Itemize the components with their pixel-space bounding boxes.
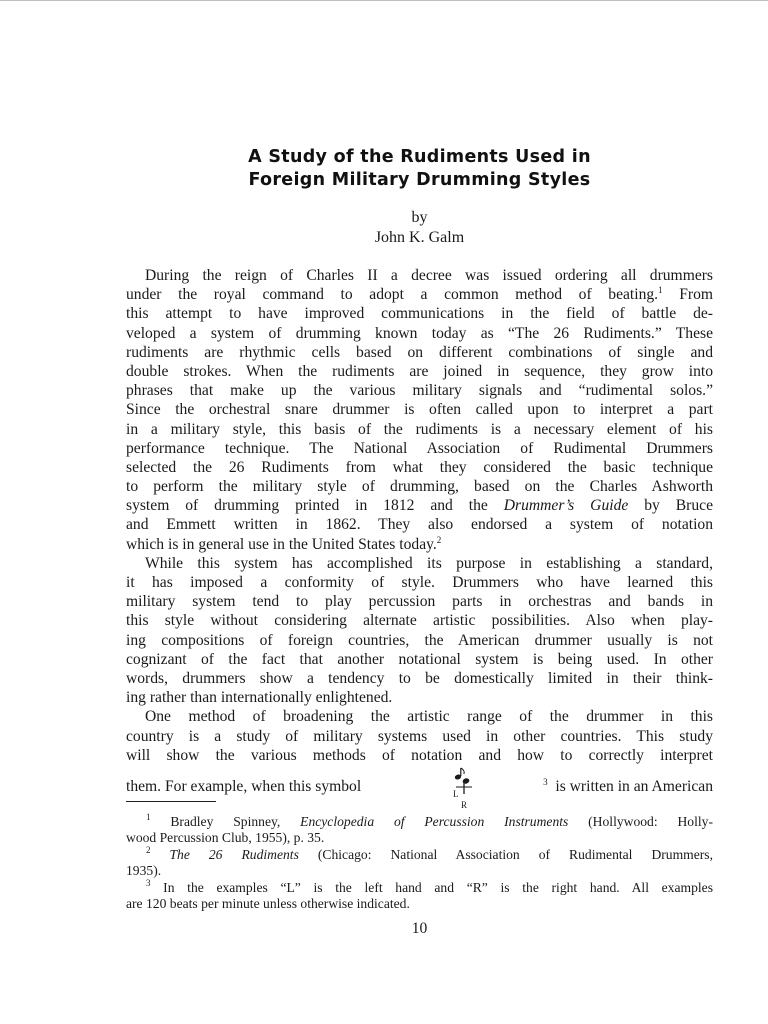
footnote-ref: 1 — [658, 285, 663, 296]
body-line: words, drummers show a tendency to be domestically limited in their think- — [126, 669, 713, 687]
body-line: which is in general use in the United States today.$^2$ — [126, 534, 442, 553]
symbol-text-before: them. For example, when this symbol — [126, 778, 362, 795]
byline — [126, 208, 713, 248]
symbol-example-line — [126, 766, 713, 810]
page-top-edge — [0, 0, 768, 1]
footnote-line: 1935). — [126, 863, 162, 879]
body-line: One method of broadening the artistic range of the drummer in this — [145, 708, 713, 726]
body-line: system of drumming printed in 1812 and the Drummer’s Guide by Bruce — [126, 497, 713, 515]
body-line: it has imposed a conformity of style. Drummers who have learned this — [126, 574, 713, 591]
body-line: rudiments are rhythmic cells based on different combinations of single and — [126, 343, 713, 361]
footnote-divider — [126, 801, 216, 802]
body-line: veloped a system of drumming known today as “The 26 Rudiments.” These — [126, 324, 713, 342]
footnote-line: $^3$ In the examples “L” is the left hand and “R” is the right hand. All examples — [146, 877, 713, 895]
body-line: under the royal command to adopt a common method of beating.$^1$ From — [126, 285, 713, 304]
body-line: selected the 26 Rudiments from what they considered the basic technique — [126, 458, 713, 476]
body-line: Since the orchestral snare drummer is often called upon to interpret a part — [126, 401, 713, 419]
author-name: John K. Galm — [374, 229, 465, 246]
article-body — [126, 266, 713, 765]
body-line: cognizant of the fact that another notational system is being used. In other — [126, 650, 713, 668]
by-label: by — [411, 209, 428, 226]
body-line: ing compositions of foreign countries, the American drummer usually is not — [126, 631, 713, 649]
footnotes — [126, 814, 713, 912]
body-line: performance technique. The National Association of Rudimental Drummers — [126, 439, 713, 457]
body-line: this style without considering alternate artistic possibilities. Also when play- — [126, 612, 713, 630]
footnote-line: are 120 beats per minute unless otherwise indicated. — [126, 895, 410, 911]
drum-notation-symbol-icon — [446, 766, 476, 810]
footnote-ref: 2 — [436, 534, 442, 545]
title-line-2: Foreign Military Drumming Styles — [248, 170, 591, 190]
body-line: ing rather than internationally enlightened. — [126, 689, 393, 707]
body-line: double strokes. When the rudiments are joined in sequence, they grow into — [126, 362, 713, 380]
body-line: will show the various methods of notation and how to correctly interpret — [126, 746, 713, 764]
book-title: Drummer’s Guide — [503, 497, 629, 515]
body-line: country is a study of military systems used in other countries. This study — [126, 727, 713, 745]
symbol-text-after: $^3$ is written in an American — [543, 777, 713, 795]
footnote-line: $^2$ The 26 Rudiments (Chicago: National Association of Rudimental Drummers, — [146, 844, 713, 862]
body-line: this attempt to have improved communications in the field of battle de- — [126, 305, 713, 323]
footnote-line: wood Percussion Club, 1955), p. 35. — [126, 830, 325, 846]
body-line: to perform the military style of drumming, based on the Charles Ashworth — [126, 478, 713, 496]
body-line: While this system has accomplished its purpose in establishing a standard, — [145, 554, 713, 572]
body-line: in a military style, this basis of the rudiments is a necessary element of his — [126, 420, 713, 438]
footnote-ref: 3 — [543, 777, 548, 787]
right-hand-label: R — [461, 800, 468, 810]
body-line: phrases that make up the various military signals and “rudimental solos.” — [126, 382, 713, 400]
article-title — [126, 146, 713, 192]
footnote-line: $^1$ Bradley Spinney, Encyclopedia of Percussion Instruments (Hollywood: Holly- — [146, 812, 713, 829]
left-hand-label: L — [453, 789, 459, 799]
body-line: and Emmett written in 1862. They also endorsed a system of notation — [126, 516, 713, 534]
body-line: During the reign of Charles II a decree was issued ordering all drummers — [145, 267, 713, 284]
title-line-1: A Study of the Rudiments Used in — [248, 147, 591, 167]
page-number: 10 — [411, 920, 428, 937]
body-line: military system tend to play percussion parts in orchestras and bands in — [126, 593, 713, 611]
